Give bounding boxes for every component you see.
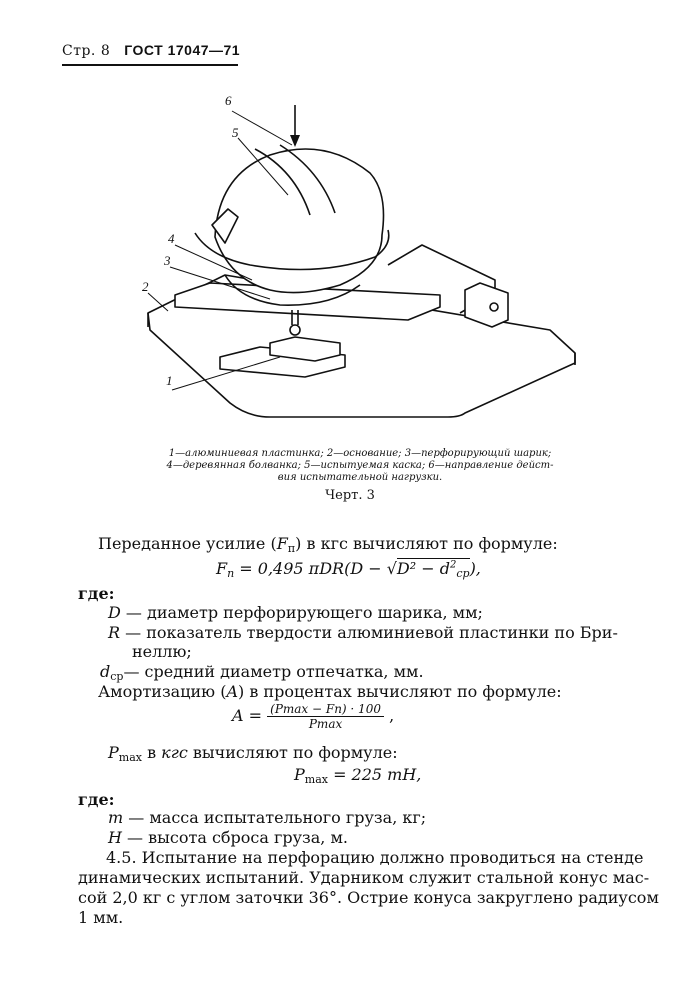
def-r-cont: неллю;	[132, 642, 192, 661]
paragraph-force: Переданное усилие $(F_п)$ в кгс вычисляют по формуле:	[98, 534, 558, 555]
section-4-5-line2: динамических испытаний. Ударником служит стальной конус мас-	[78, 868, 650, 887]
def-r: R — показатель твердости алюминиевой пластинки по Бри-	[108, 623, 618, 642]
test-stand-drawing	[120, 85, 580, 440]
formula-force: $F_п = 0,495$ $\pi DR(D - √D^2 - d^2_{ср})$,	[216, 559, 481, 580]
where-label-2: где:	[78, 790, 115, 809]
def-h: H — высота сброса груза, м.	[108, 828, 349, 847]
callout-4: 4	[168, 231, 175, 246]
callout-5: 5	[232, 125, 239, 140]
callout-2: 2	[142, 279, 149, 294]
paragraph-pmax: $P_{max}$ в кгс вычисляют по формуле:	[108, 743, 398, 764]
figure-caption: 1—алюминиевая пластинка; 2—основание; 3—перфорирующий шарик; 4—деревянная болванка; 5—испытуемая каска; 6—направление дейст- вия испытательной нагрузки.	[166, 448, 554, 483]
section-4-5-line4: 1 мм.	[78, 908, 124, 927]
figure-label: Черт. 3	[325, 488, 375, 503]
section-4-5-line1: 4.5. Испытание на перфорацию должно проводиться на стенде	[106, 848, 644, 867]
page-header	[62, 42, 240, 59]
def-dcp: $d_{ср}—$ средний диаметр отпечатка, мм.	[100, 662, 424, 683]
callout-6: 6	[225, 93, 232, 108]
paragraph-amort: Амортизацию (A) в процентах вычисляют по формуле:	[98, 682, 562, 701]
callout-1: 1	[166, 373, 173, 388]
formula-amort: A = $\frac{(Pmax - Fп) \cdot 100}{Pmax}$ ,	[232, 702, 395, 731]
def-d: D — диаметр перфорирующего шарика, мм;	[108, 603, 483, 622]
def-m: m — масса испытательного груза, кг;	[108, 808, 427, 827]
section-4-5-line3: сой 2,0 кг с углом заточки 36°. Острие конуса закруглено радиусом	[78, 888, 659, 907]
standard-number: ГОСТ 17047—71	[124, 42, 241, 58]
formula-pmax: $P_{max} = 225$ mH,	[294, 765, 422, 786]
callout-3: 3	[164, 253, 171, 268]
where-label-1: где:	[78, 584, 115, 603]
header-rule	[62, 64, 238, 66]
page-number: Стр. 8	[62, 43, 111, 59]
